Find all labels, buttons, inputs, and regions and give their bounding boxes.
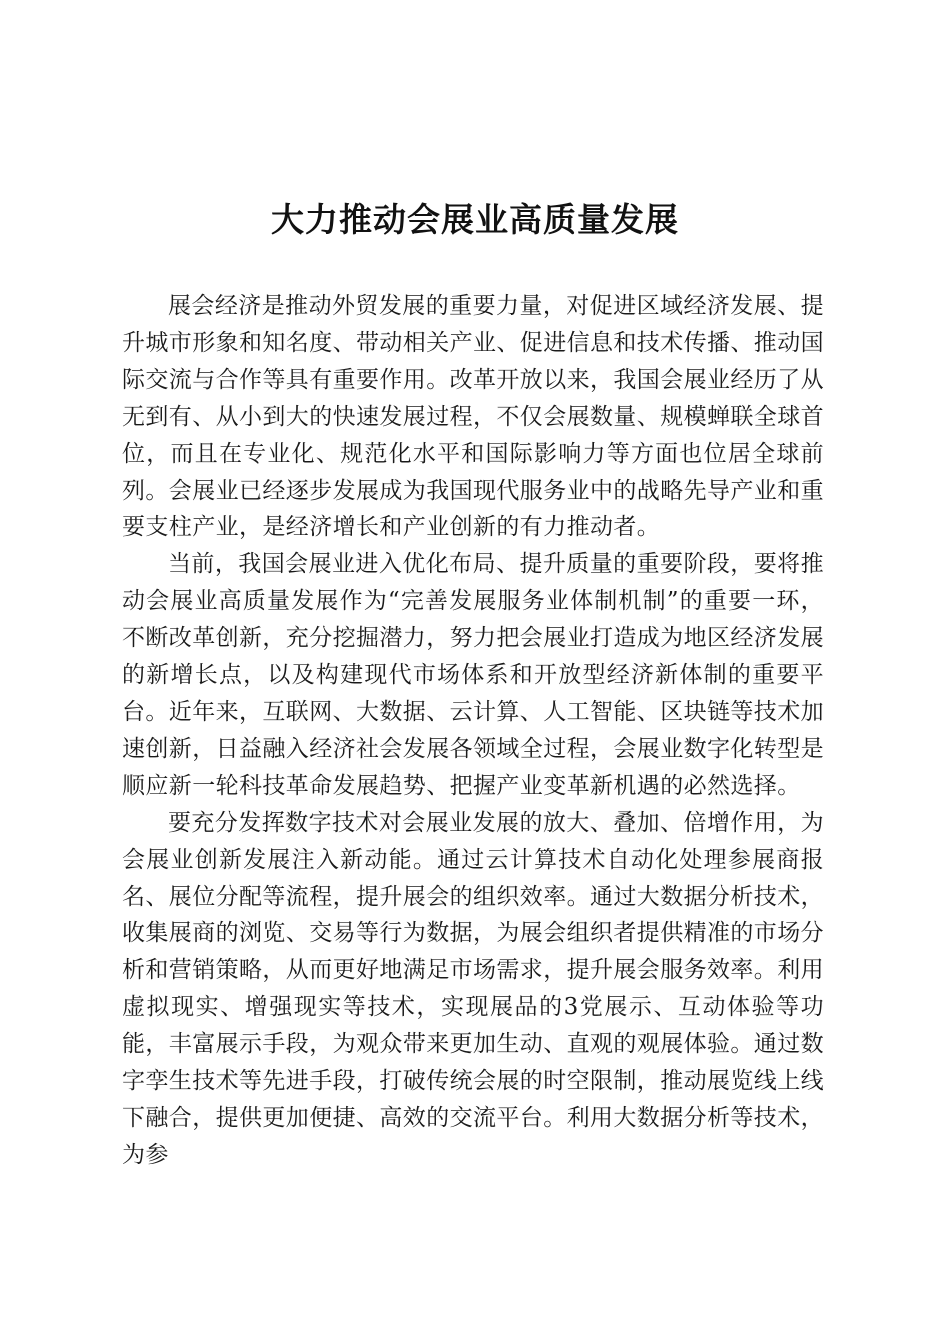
document-title: 大力推动会展业高质量发展 — [271, 200, 679, 239]
paragraph-2: 当前，我国会展业进入优化布局、提升质量的重要阶段，要将推动会展业高质量发展作为“完善发展服务业体制机制”的重要一环，不断改革创新，充分挖掘潜力，努力把会展业打造成为地区经济发展的新增长点，以及构建现代市场体系和开放型经济新体制的重要平台。近年来，互联网、大数据、云计算、人工智能、区块链等技术加速创新，日益融入经济社会发展各领域全过程，会展业数字化转型是顺应新一轮科技革命发展趋势、把握产业变革新机遇的必然选择。 — [122, 551, 824, 799]
paragraph-3: 要充分发挥数字技术对会展业发展的放大、叠加、倍增作用，为会展业创新发展注入新动能。通过云计算技术自动化处理参展商报名、展位分配等流程，提升展会的组织效率。通过大数据分析技术，收集展商的浏览、交易等行为数据，为展会组织者提供精准的市场分析和营销策略，从而更好地满足市场需求，提升展会服务效率。利用虚拟现实、增强现实等技术，实现展品的3党展示、互动体验等功能，丰富展示手段，为观众带来更加生动、直观的观展体验。通过数字孪生技术等先进手段，打破传统会展的时空限制，推动展览线上线下融合，提供更加便捷、高效的交流平台。利用大数据分析等技术，为参 — [122, 809, 824, 1168]
paragraph-1: 展会经济是推动外贸发展的重要力量，对促进区域经济发展、提升城市形象和知名度、带动相关产业、促进信息和技术传播、推动国际交流与合作等具有重要作用。改革开放以来，我国会展业经历了从无到有、从小到大的快速发展过程，不仅会展数量、规模蝉联全球首位，而且在专业化、规范化水平和国际影响力等方面也位居全球前列。会展业已经逐步发展成为我国现代服务业中的战略先导产业和重要支柱产业，是经济增长和产业创新的有力推动者。 — [122, 293, 824, 541]
document-body — [122, 288, 824, 1174]
